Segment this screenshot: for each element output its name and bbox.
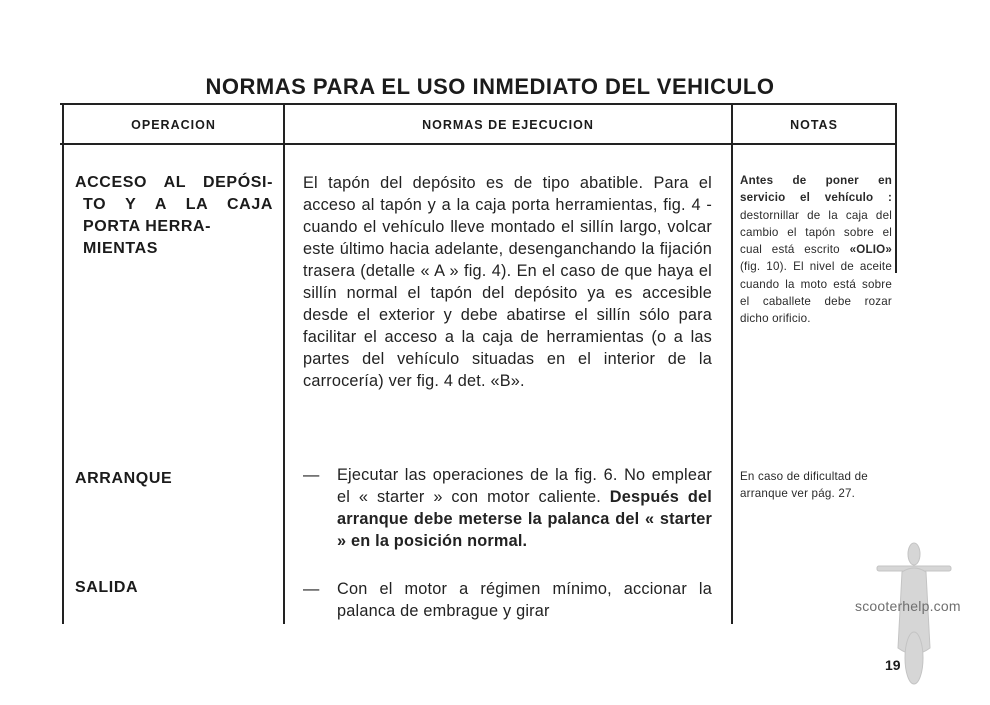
dash-marker: — <box>303 580 320 598</box>
watermark-text: scooterhelp.com <box>855 598 961 614</box>
norma-arranque <box>303 464 712 552</box>
column-header-notas: NOTAS <box>790 118 838 132</box>
norma-arranque-bold: Después del arranque debe meterse la palanca del « starter » en la posición normal. <box>337 488 712 550</box>
column-divider-2 <box>731 103 733 624</box>
note-arranque: En caso de dificultad de arranque ver pág. 27. <box>740 470 868 501</box>
norma-arranque-text: Ejecutar las operaciones de la fig. 6. No emplear el « starter » con motor caliente. <box>337 466 712 506</box>
operation-line: MIENTAS <box>83 240 159 257</box>
norma-arranque-paragraph <box>303 464 712 552</box>
note-acceso-bold: Antes de poner en servicio el vehículo : <box>740 174 892 205</box>
norma-salida-text: Con el motor a régimen mínimo, accionar la palanca de embrague y girar <box>337 580 712 620</box>
note-acceso-text-1: destornillar de la caja del cambio el tapón sobre el cual está escrito <box>740 208 892 257</box>
page-title: NORMAS PARA EL USO INMEDIATO DEL VEHICULO <box>205 74 775 99</box>
column-header-normas: NORMAS DE EJECUCION <box>422 118 594 132</box>
table-left-border <box>62 103 64 624</box>
table-header-rule <box>60 143 897 145</box>
note-acceso-olio: «OLIO» <box>849 243 893 257</box>
dash-marker: — <box>303 466 320 484</box>
operation-salida: SALIDA <box>75 579 139 596</box>
operation-arranque: ARRANQUE <box>75 470 173 487</box>
note-acceso <box>740 172 892 328</box>
column-divider-1 <box>283 103 285 624</box>
column-header-operacion: OPERACION <box>131 118 216 132</box>
operation-line: PORTA HERRA- <box>83 218 212 235</box>
table-right-border <box>895 103 897 273</box>
norma-acceso-text: El tapón del depósito es de tipo abatible. Para el acceso al tapón y a la caja porta herramientas, fig. 4 - cuando el vehículo lleve montado el sillín largo, volcar este último hacia adelante, desenganchando la fijación trasera (detalle « A » fig. 4). En el caso de que haya el sillín normal el tapón del depósito ya es accesible desde el exterior y debe abatirse el sillín sólo para facilitar el acceso a la caja de herramientas (o a las partes del vehículo situadas en el interior de la carrocería) ver fig. 4 det. «B». <box>303 174 712 390</box>
norma-salida-paragraph <box>303 578 712 622</box>
table-top-rule <box>60 103 897 105</box>
note-acceso-text-2: (fig. 10). El nivel de aceite cuando la moto está sobre el caballete debe rozar dicho orificio. <box>740 260 892 326</box>
norma-salida <box>303 578 712 622</box>
operation-line: TO Y A LA CAJA <box>83 196 273 213</box>
page-number: 19 <box>885 657 901 673</box>
operation-acceso <box>75 172 273 260</box>
operation-line: ACCESO AL DEPÓSI- <box>75 174 273 191</box>
